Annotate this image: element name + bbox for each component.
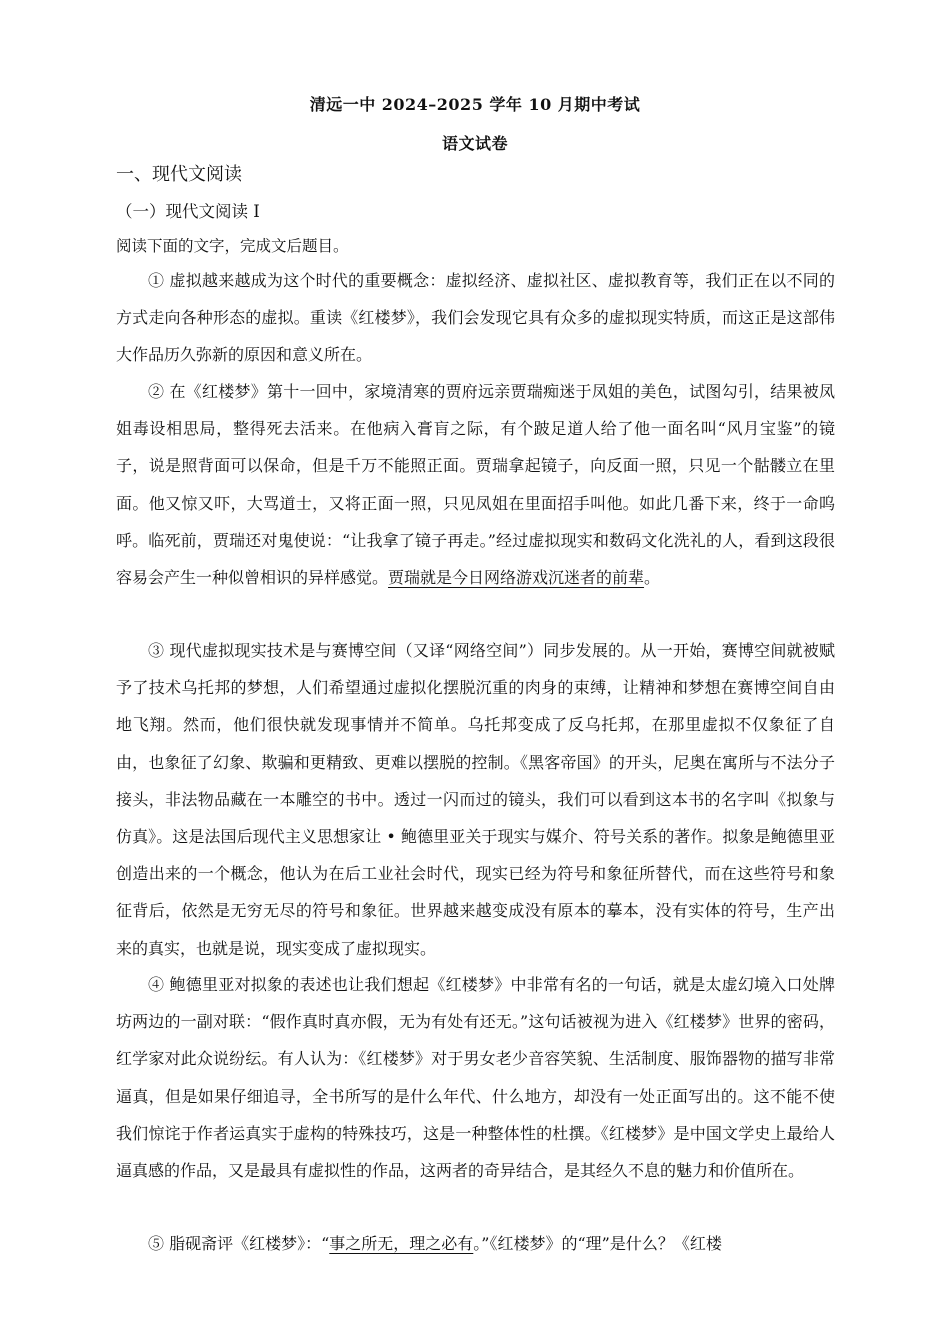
paragraph-5 [116,1225,835,1262]
exam-title: 清远一中 2024–2025 学年 10 月期中考试 [309,95,641,114]
paragraph-2 [116,373,835,596]
underlined-quote: 事之所无，理之必有 [329,1234,474,1253]
paragraph-5-end: 。”《红楼梦》的“理”是什么？《红楼 [473,1234,722,1253]
paragraph-2-text: ② 在《红楼梦》第十一回中，家境清寒的贾府远亲贾瑞痴迷于凤姐的美色，试图勾引，结果被凤姐毒设相思局，整得死去活来。在他病入膏肓之际，有个跛足道人给了他一面名叫“风月宝鉴”的镜子，说是照背面可以保命，但是千万不能照正面。贾瑞拿起镜子，向反面一照，只见一个骷髅立在里面。他又惊又吓，大骂道士，又将正面一照，只见凤姐在里面招手叫他。如此几番下来，终于一命呜呼。临死前，贾瑞还对鬼使说：“让我拿了镜子再走。”经过虚拟现实和数码文化洗礼的人，看到这段很容易会产生一种似曾相识的异样感觉。 [116,382,835,588]
paragraph-5-text: ⑤ 脂砚斋评《红楼梦》：“ [148,1234,330,1253]
section-subheading: （一）现代文阅读 I [116,202,260,221]
paragraph-4: ④ 鲍德里亚对拟象的表述也让我们想起《红楼梦》中非常有名的一句话，就是太虚幻境入口处牌坊两边的一副对联：“假作真时真亦假，无为有处有还无。”这句话被视为进入《红楼梦》世界的密码，红学家对此众说纷纭。有人认为：《红楼梦》对于男女老少音容笑貌、生活制度、服饰器物的描写非常逼真，但是如果仔细追寻，全书所写的是什么年代、什么地方，却没有一处正面写出的。这不能不使我们惊诧于作者运真实于虚构的特殊技巧，这是一种整体性的杜撰。《红楼梦》是中国文学史上最给人逼真感的作品，又是最具有虚拟性的作品，这两者的奇异结合，是其经久不息的魅力和价值所在。 [116,975,835,1181]
exam-subtitle: 语文试卷 [441,134,508,153]
underlined-sentence: 贾瑞就是今日网络游戏沉迷者的前辈 [388,568,645,588]
reading-instruction: 阅读下面的文字，完成文后题目。 [116,237,349,255]
paragraph-2-end: 。 [644,568,661,588]
section-heading: 一、现代文阅读 [116,164,242,185]
paragraph-1: ① 虚拟越来越成为这个时代的重要概念：虚拟经济、虚拟社区、虚拟教育等，我们正在以不同的方式走向各种形态的虚拟。重读《红楼梦》，我们会发现它具有众多的虚拟现实特质，而这正是这部伟大作品历久弥新的原因和意义所在。 [116,271,835,365]
paragraph-3: ③ 现代虚拟现实技术是与赛博空间（又译“网络空间”）同步发展的。从一开始，赛博空间就被赋予了技术乌托邦的梦想，人们希望通过虚拟化摆脱沉重的肉身的束缚，让精神和梦想在赛博空间自由地飞翔。然而，他们很快就发现事情并不简单。乌托邦变成了反乌托邦，在那里虚拟不仅象征了自由，也象征了幻象、欺骗和更精致、更难以摆脱的控制。《黑客帝国》的开头，尼奥在寓所与不法分子接头，非法物品藏在一本雕空的书中。透过一闪而过的镜头，我们可以看到这本书的名字叫《拟象与仿真》。这是法国后现代主义思想家让 • 鲍德里亚关于现实与媒介、符号关系的著作。拟象是鲍德里亚创造出来的一个概念，他认为在后工业社会时代，现实已经为符号和象征所替代，而在这些符号和象征背后，依然是无穷无尽的符号和象征。世界越来越变成没有原本的摹本，没有实体的符号，生产出来的真实，也就是说，现实变成了虚拟现实。 [116,641,835,958]
